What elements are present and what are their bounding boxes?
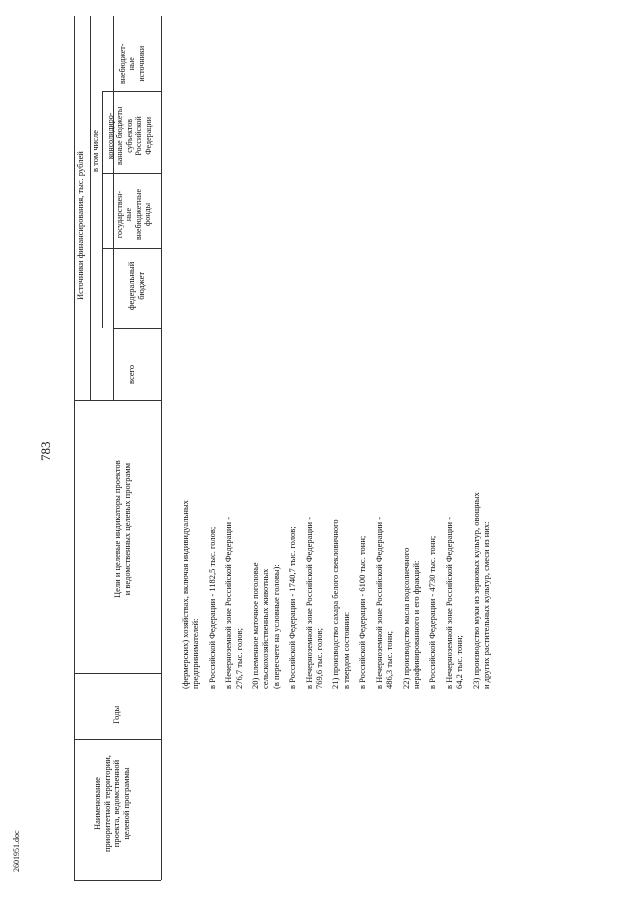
text-line: в Российской Федерации - 6100 тыс. тонн; (357, 535, 368, 689)
column-header-goals: Цели и целевые индикаторы проектов и ведомственных целевых программ (112, 460, 132, 598)
text-line: 276,7 тыс. голов; (233, 628, 244, 689)
text-line: предпринимателей: (190, 618, 201, 689)
text-line: нерафинированного и его фракций: (410, 560, 421, 689)
text-line: (в пересчете на условные головы): (270, 564, 281, 689)
text-line: в Российской Федерации - 1182,5 тыс. голов; (206, 526, 217, 689)
text-line: 20) племенное маточное поголовье (250, 562, 261, 689)
column-header-total: всего (126, 364, 136, 384)
text-line: в твердом состоянии: (340, 611, 351, 689)
column-header-funding-sources: Источники финансирования, тыс. рублей (75, 151, 85, 300)
column-header-including: в том числе (90, 130, 100, 172)
text-line: 22) производство масла подсолнечного (400, 547, 411, 689)
text-line: 769,6 тыс. голов; (314, 628, 325, 689)
file-name: 2601951.doc (12, 830, 21, 872)
text-line: сельскохозяйственных животных (260, 568, 271, 689)
text-line: в Нечерноземной зоне Российской Федерации - (223, 516, 234, 689)
text-line: 486,3 тыс. тонн; (384, 630, 395, 689)
text-line: 64,2 тыс. тонн; (454, 635, 465, 689)
text-line: в Российской Федерации - 1740,7 тыс. голов; (287, 526, 298, 689)
column-header-name: Наименование приоритетной территории, проекта, ведомственной целевой программы (92, 755, 131, 852)
column-header-regional-budgets: консолидиро- ванные бюджеты субъектов Российской Федерации (106, 106, 153, 165)
column-header-state-funds: государствен- ные внебюджетные фонды (115, 189, 153, 240)
text-line: (фермерских) хозяйствах, включая индивидуальных (180, 500, 190, 689)
column-header-federal-budget: федеральный бюджет (126, 261, 146, 310)
text-line: и других растительных культур, смеси из них: (480, 521, 491, 689)
page-number: 783 (38, 441, 53, 461)
text-line: в Нечерноземной зоне Российской Федерации - (303, 516, 314, 689)
text-line: в Нечерноземной зоне Российской Федерации - (373, 516, 384, 689)
goals-text-block (180, 492, 491, 689)
column-header-offbudget-sources: внебюджет- ные источники (118, 43, 146, 84)
text-line: 23) производство муки из зерновых культур, овощных (470, 492, 481, 689)
text-line: в Нечерноземной зоне Российской Федерации - (443, 516, 454, 689)
text-line: в Российской Федерации - 4730 тыс. тонн; (427, 535, 438, 689)
column-header-years: Годы (111, 705, 121, 724)
text-line: 21) производство сахара белого свекловичного (330, 519, 341, 689)
